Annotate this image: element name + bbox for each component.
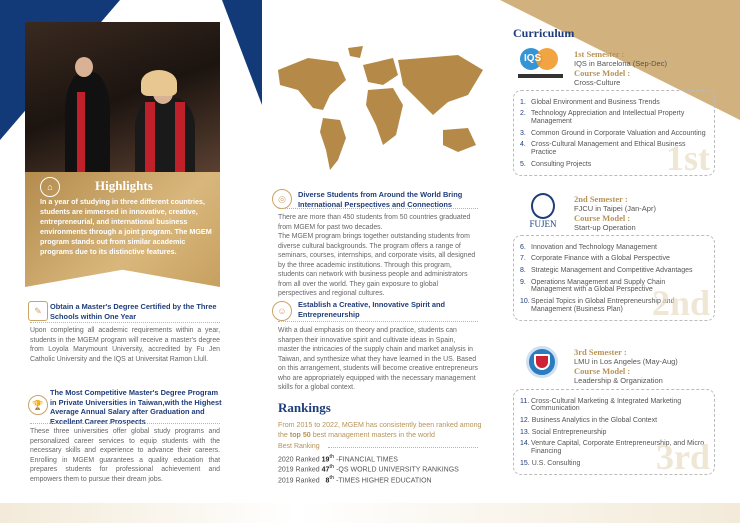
course-name: Business Analytics in the Global Context xyxy=(531,416,658,424)
course-model-value: Leadership & Organization xyxy=(574,376,663,385)
rankings-intro xyxy=(278,421,483,441)
course-model-label: Course Model : xyxy=(574,213,631,223)
feature-title: The Most Competitive Master's Degree Program in Private Universities in Taiwan,with the Highest Average Annual Salary after Graduation and Excellent Career Prospects xyxy=(50,388,222,426)
ranking-item xyxy=(278,454,459,464)
navy-fold-decoration xyxy=(222,0,262,105)
course-item: 6. Innovation and Technology Management xyxy=(520,243,657,251)
course-name: Operations Management and Supply Chain Management with a Global Perspective xyxy=(531,279,666,294)
course-item: 3. Common Ground in Corporate Valuation and Accounting xyxy=(520,129,706,137)
course-name: Common Ground in Corporate Valuation and Accounting xyxy=(531,129,706,137)
course-name: Consulting Projects xyxy=(531,160,592,168)
curriculum-title: Curriculum xyxy=(513,26,575,40)
course-item: 7. Corporate Finance with a Global Perspective xyxy=(520,255,670,263)
course-list xyxy=(513,389,715,478)
ranking-year: 2019 Ranked xyxy=(278,466,322,474)
rankings-title: Rankings xyxy=(278,400,331,415)
ranking-source: -QS WORLD UNIVERSITY RANKINGS xyxy=(334,466,459,474)
semester-place: FJCU in Taipei (Jan-Apr) xyxy=(574,204,656,213)
fujen-logo xyxy=(525,193,561,231)
graduation-photo xyxy=(25,22,220,172)
rankings-list xyxy=(278,454,459,485)
course-item: 4. Cross-Cultural Management and Ethical Business Practice xyxy=(520,141,708,156)
course-item: 5. Consulting Projects xyxy=(520,160,592,168)
divider xyxy=(278,321,478,322)
ranking-suffix: th xyxy=(329,454,335,460)
course-item: 13. Social Entrepreneurship xyxy=(520,428,607,436)
course-item: 10. Special Topics in Global Entrepreneurship and Management (Business Plan) xyxy=(520,298,708,313)
globe-icon: ◎ xyxy=(272,189,292,209)
course-name: Social Entrepreneurship xyxy=(531,428,607,436)
course-model-value: Start-up Operation xyxy=(574,223,636,232)
course-item: 9. Operations Management and Supply Chain Management with a Global Perspective xyxy=(520,279,708,294)
person-idea-icon: ☺ xyxy=(272,301,292,321)
ranking-year: 2019 Ranked xyxy=(278,477,322,485)
course-name: Cross-Cultural Management and Ethical Business Practice xyxy=(531,141,686,156)
rankings-intro-text: From 2015 to 2022, MGEM has consistently been ranked among the xyxy=(278,421,482,439)
iqs-logo: IQS xyxy=(518,48,563,78)
semester-place: IQS in Barcelona (Sep-Dec) xyxy=(574,59,667,68)
course-model-label: Course Model : xyxy=(574,366,631,376)
course-name: Corporate Finance with a Global Perspective xyxy=(531,255,670,263)
feature-title: Obtain a Master's Degree Certified by the Three Schools within One Year xyxy=(50,302,217,321)
divider xyxy=(30,423,220,424)
divider xyxy=(30,322,220,323)
course-name: Special Topics in Global Entrepreneurship and Management (Business Plan) xyxy=(531,298,675,313)
ranking-source: -TIMES HIGHER EDUCATION xyxy=(334,477,432,485)
world-map xyxy=(268,40,493,180)
course-name: Venture Capital, Corporate Entrepreneurship, and Micro Financing xyxy=(531,440,705,455)
course-name: Strategic Management and Competitive Advantages xyxy=(531,267,693,275)
lmu-seal-logo xyxy=(526,346,558,378)
ranking-rank: 47 xyxy=(321,466,330,474)
semester-info xyxy=(574,194,656,232)
ranking-suffix: th xyxy=(329,474,335,481)
highlights-title: Highlights xyxy=(95,178,153,193)
ranking-source: -FINANCIAL TIMES xyxy=(334,456,398,464)
course-item: 14. Venture Capital, Corporate Entrepreneurship, and Micro Financing xyxy=(520,440,708,455)
feature-text: There are more than 450 students from 50 countries graduated from MGEM for past two decades. The MGEM program brings together outstanding students from diverse cultural backgrounds. The program offers a range of seminars, courses, internships, and corporate visits, all designed by the three academic institutions. Through this program, students can network with business people and administrators from all over the world. They gain exposure to global perspectives and regional cultures. xyxy=(278,214,476,298)
course-name: Cross-Cultural Marketing & Integrated Marketing Communication xyxy=(531,397,682,412)
feature-title: Establish a Creative, Innovative Spirit and Entrepreneurship xyxy=(298,300,446,319)
semester-info xyxy=(574,49,667,87)
semester-label: 3rd Semester : xyxy=(574,347,627,357)
rankings-intro-text: best management masters in the world xyxy=(310,430,435,439)
course-name: Global Environment and Business Trends xyxy=(531,98,660,106)
course-item: 1. Global Environment and Business Trends xyxy=(520,98,660,106)
course-list xyxy=(513,235,715,324)
course-item: 11. Cross-Cultural Marketing & Integrated Marketing Communication xyxy=(520,398,708,413)
feature-text: With a dual emphasis on theory and practice, students can sharpen their innovative spirit and cultivate ideas in Spain, master the intricacies of the supply chain and market analysis in Taiwan, and synthesize what they have learned in the US. Based on this arrangement, students will become creative entrepreneurs who are appropriately equipped with the necessary management skills for a global context. xyxy=(278,327,478,392)
fujen-logo-text: FUJEN xyxy=(529,219,557,229)
highlights-text: In a year of studying in three different countries, students are immersed in innovative, creative, entrepreneurial, and international business environments through a joint program. The MGEM program stands out from similar academic programs due to its distinctive features. xyxy=(40,197,212,256)
best-ranking-label: Best Ranking xyxy=(278,443,320,450)
semester-place: LMU in Los Angeles (May-Aug) xyxy=(574,357,678,366)
ranking-rank: 8 xyxy=(325,477,330,485)
rankings-intro-bold: top 50 xyxy=(289,430,311,439)
semester-watermark: 3rd xyxy=(656,437,710,478)
ranking-suffix: th xyxy=(329,464,335,471)
semester-watermark: 2nd xyxy=(651,283,710,324)
course-name: Innovation and Technology Management xyxy=(531,243,657,251)
footer-wave-decoration xyxy=(0,503,740,523)
certificate-icon: ✎ xyxy=(28,301,48,321)
course-name: U.S. Consulting xyxy=(531,459,581,467)
divider xyxy=(328,447,478,448)
course-name: Technology Appreciation and Intellectual Property Management xyxy=(531,110,685,125)
course-list xyxy=(513,90,715,179)
feature-text: These three universities offer global study programs and personalized career services to equip students with the necessary skills and experience to advance their careers. Enrolling in MGEM guarantees a quality education that prepares students for professional achievement and empowers them to pursue their dream jobs. xyxy=(30,428,220,483)
course-item: 8. Strategic Management and Competitive Advantages xyxy=(520,267,693,275)
feature-text: Upon completing all academic requirements within a year, students in the MGEM program will receive a master's degree from Loyola Marymount University, accredited by Fu Jen Catholic University and the IQS at Universitat Ramon Llull. xyxy=(30,327,220,363)
course-item: 12. Business Analytics in the Global Context xyxy=(520,416,658,424)
divider xyxy=(278,208,478,209)
course-model-value: Cross-Culture xyxy=(574,78,621,87)
course-item: 2. Technology Appreciation and Intellectual Property Management xyxy=(520,110,708,125)
semester-watermark: 1st xyxy=(666,138,710,179)
ranking-item xyxy=(278,475,459,485)
ranking-rank: 19 xyxy=(321,456,330,464)
building-icon: ⌂ xyxy=(40,177,60,197)
semester-label: 1st Semester : xyxy=(574,49,625,59)
semester-info xyxy=(574,347,678,385)
course-item: 15. U.S. Consulting xyxy=(520,459,581,467)
feature-title: Diverse Students from Around the World Bring International Perspectives and Connections xyxy=(298,190,463,209)
semester-label: 2nd Semester : xyxy=(574,194,628,204)
trophy-icon: 🏆 xyxy=(28,395,48,415)
course-model-label: Course Model : xyxy=(574,68,631,78)
ranking-year: 2020 Ranked xyxy=(278,456,322,464)
ranking-item xyxy=(278,464,459,474)
